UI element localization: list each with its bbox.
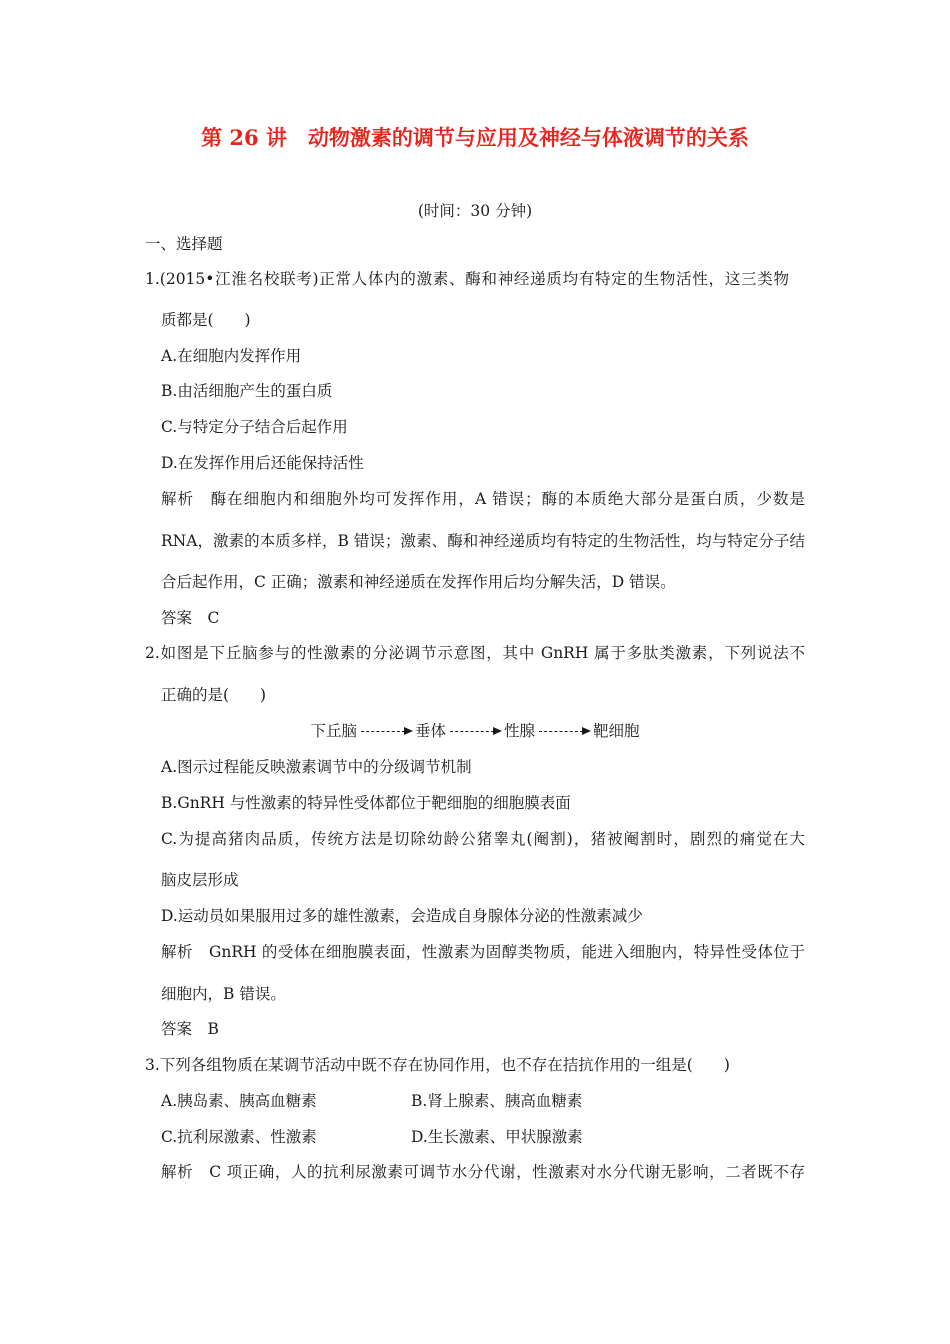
dashed-arrow-icon bbox=[446, 720, 504, 742]
diagram-node-target-cell: 靶细胞 bbox=[593, 722, 640, 740]
section-heading: 一、选择题 bbox=[145, 235, 223, 253]
q1-option-b: B.由活细胞产生的蛋白质 bbox=[161, 382, 333, 400]
q2-option-a: A.图示过程能反映激素调节中的分级调节机制 bbox=[161, 758, 472, 776]
q2-stem-line2: 正确的是( ) bbox=[161, 686, 267, 704]
q2-analysis-line2: 细胞内，B 错误。 bbox=[161, 985, 286, 1003]
q2-answer: 答案 B bbox=[161, 1020, 219, 1038]
page-title: 第 26 讲 动物激素的调节与应用及神经与体液调节的关系 bbox=[201, 125, 749, 150]
q3-analysis-line1: 解析 C 项正确，人的抗利尿激素可调节水分代谢，性激素对水分代谢无影响，二者既不存 bbox=[161, 1163, 805, 1181]
q1-stem-line1: 1.(2015•江淮名校联考)正常人体内的激素、酶和神经递质均有特定的生物活性，这三类物 bbox=[145, 270, 789, 288]
q2-option-b: B.GnRH 与性激素的特异性受体都位于靶细胞的细胞膜表面 bbox=[161, 794, 571, 812]
q1-answer: 答案 C bbox=[161, 609, 220, 627]
q2-analysis-line1: 解析 GnRH 的受体在细胞膜表面，性激素为固醇类物质，能进入细胞内，特异性受体位于 bbox=[161, 943, 805, 961]
q2-stem-line1: 2.如图是下丘脑参与的性激素的分泌调节示意图，其中 GnRH 属于多肽类激素，下列说法不 bbox=[145, 644, 805, 662]
hormone-regulation-diagram bbox=[0, 720, 950, 742]
diagram-node-gonad: 性腺 bbox=[504, 722, 536, 740]
time-note: (时间：30 分钟) bbox=[417, 202, 533, 220]
dashed-arrow-icon bbox=[357, 720, 415, 742]
dashed-arrow-icon bbox=[535, 720, 593, 742]
q3-option-c: C.抗利尿激素、性激素 bbox=[161, 1128, 317, 1146]
q3-option-a: A.胰岛素、胰高血糖素 bbox=[161, 1092, 317, 1110]
diagram-node-hypothalamus: 下丘脑 bbox=[310, 722, 357, 740]
q2-option-c-line2: 脑皮层形成 bbox=[161, 871, 239, 889]
q1-analysis-line2: RNA，激素的本质多样，B 错误；激素、酶和神经递质均有特定的生物活性，均与特定分子结 bbox=[161, 532, 805, 550]
q2-option-c-line1: C.为提高猪肉品质，传统方法是切除幼龄公猪睾丸(阉割)，猪被阉割时，剧烈的痛觉在大 bbox=[161, 830, 805, 848]
q3-option-d: D.生长激素、甲状腺激素 bbox=[411, 1128, 583, 1146]
diagram-node-pituitary: 垂体 bbox=[414, 722, 446, 740]
q1-analysis-line3: 合后起作用，C 正确；激素和神经递质在发挥作用后均分解失活，D 错误。 bbox=[161, 573, 676, 591]
q2-option-d: D.运动员如果服用过多的雄性激素，会造成自身腺体分泌的性激素减少 bbox=[161, 907, 643, 925]
q1-option-a: A.在细胞内发挥作用 bbox=[161, 347, 302, 365]
q3-option-b: B.肾上腺素、胰高血糖素 bbox=[411, 1092, 583, 1110]
q1-option-c: C.与特定分子结合后起作用 bbox=[161, 418, 348, 436]
q1-analysis-line1: 解析 酶在细胞内和细胞外均可发挥作用，A 错误；酶的本质绝大部分是蛋白质，少数是 bbox=[161, 490, 805, 508]
q1-stem-line2: 质都是( ) bbox=[161, 311, 251, 329]
q1-option-d: D.在发挥作用后还能保持活性 bbox=[161, 454, 364, 472]
q3-stem: 3.下列各组物质在某调节活动中既不存在协同作用，也不存在拮抗作用的一组是( ) bbox=[145, 1056, 730, 1074]
